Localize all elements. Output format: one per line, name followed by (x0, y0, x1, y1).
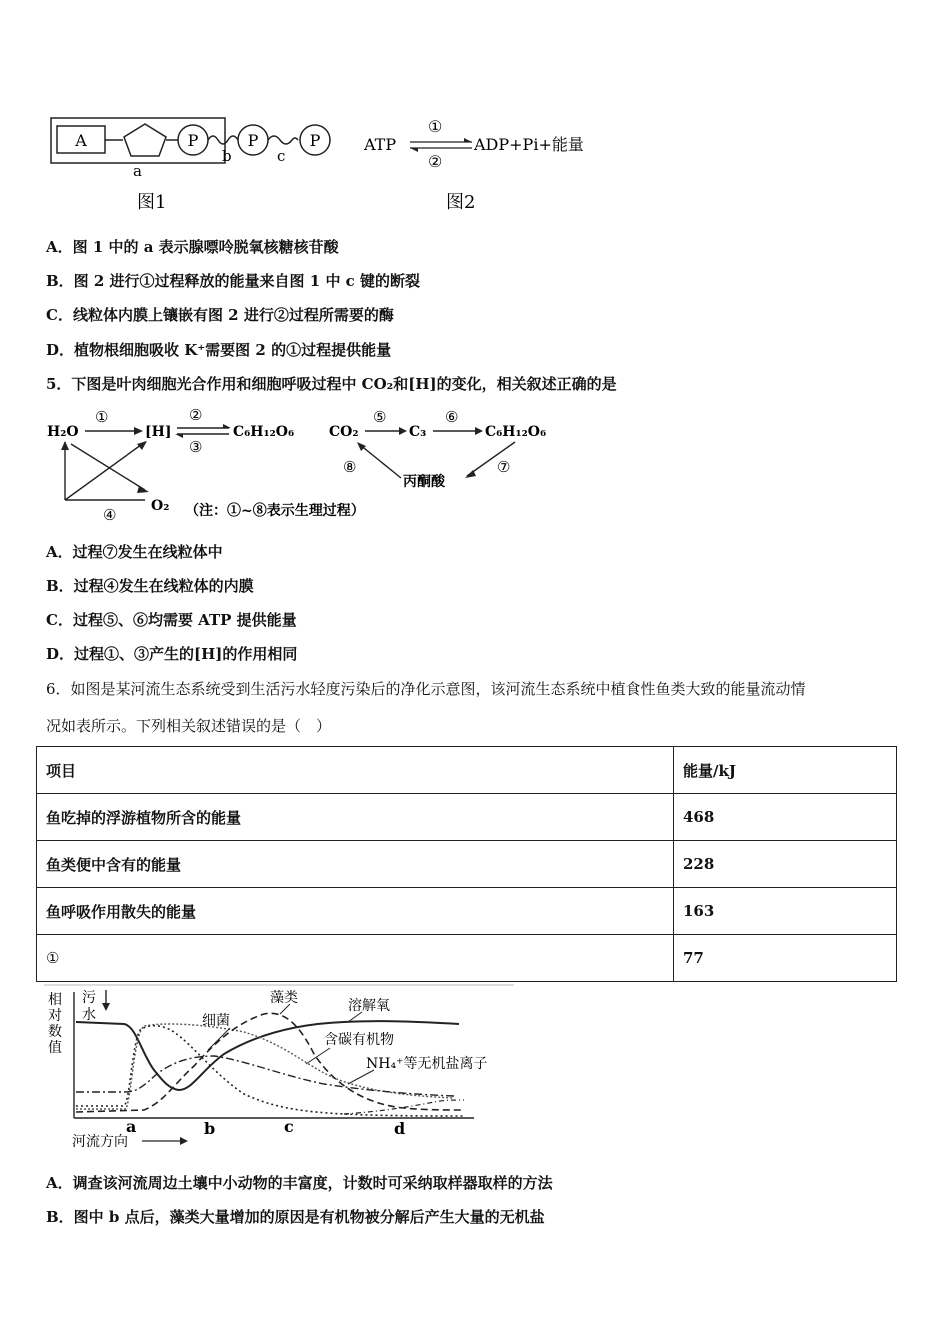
point-c-label: c (284, 1117, 294, 1136)
table-row (37, 888, 897, 935)
table-header-item: 项目 (37, 747, 674, 794)
q5-option-a[interactable]: A．过程⑦发生在线粒体中 (46, 543, 223, 561)
q6-option-a[interactable]: A．调查该河流周边土壤中小动物的丰富度，计数时可采纳取样器取样的方法 (46, 1174, 553, 1192)
table-header-row (37, 747, 897, 794)
nh4-label: NH₄⁺等无机盐离子 (366, 1056, 488, 1072)
point-b-label: b (204, 1119, 216, 1138)
ribose-pentagon (124, 124, 166, 156)
y-axis-label-char: 相 (48, 992, 62, 1008)
dissolved-oxygen-label: 溶解氧 (348, 998, 390, 1014)
table-cell-item: 鱼呼吸作用散失的能量 (37, 888, 674, 935)
nh4-pointer (348, 1070, 374, 1084)
phosphate-label-1: P (187, 131, 199, 150)
y-axis-label-char: 值 (48, 1040, 62, 1056)
q5-note: （注：①~⑧表示生理过程） (185, 503, 365, 519)
table-header-energy: 能量/kJ (674, 747, 897, 794)
x-axis-label: 河流方向 (72, 1134, 128, 1150)
q5-step-2: ② (189, 406, 203, 424)
fig1-label-c: c (277, 147, 286, 165)
table-cell-item: 鱼类便中含有的能量 (37, 841, 674, 888)
q5-step-6: ⑥ (445, 408, 459, 426)
fig1-caption: 图1 (137, 192, 167, 213)
q4-option-c[interactable]: C．线粒体内膜上镶嵌有图 2 进行②过程所需要的酶 (46, 306, 394, 324)
q5-glucose-2: C₆H₁₂O₆ (485, 424, 547, 440)
bacteria-pointer (208, 1028, 230, 1050)
energy-flow-table (36, 746, 897, 982)
q4-option-a[interactable]: A．图 1 中的 a 表示腺嘌呤脱氧核糖核苷酸 (46, 238, 339, 256)
q5-h: [H] (145, 424, 172, 440)
q5-step-1: ① (95, 408, 109, 426)
fig2-left-atp: ATP (364, 135, 397, 154)
algae-label: 藻类 (270, 990, 298, 1006)
point-d-label: d (394, 1119, 406, 1138)
table-cell-energy: 468 (674, 794, 897, 841)
table-cell-item: ① (37, 935, 674, 982)
river-purification-chart (44, 984, 520, 1154)
q5-step-8: ⑧ (343, 458, 357, 476)
fig2-right-adp: ADP+Pi+能量 (474, 135, 584, 154)
fig1-adenine-label: A (75, 131, 87, 150)
table-cell-energy: 163 (674, 888, 897, 935)
phosphate-label-3: P (309, 131, 321, 150)
phosphate-label-2: P (247, 131, 259, 150)
fig2-step-1: ① (428, 117, 443, 136)
y-axis-label-char: 数 (48, 1024, 62, 1040)
q6-option-b[interactable]: B．图中 b 点后，藻类大量增加的原因是有机物被分解后产生大量的无机盐 (46, 1208, 545, 1226)
q6-stem-line-1: 6．如图是某河流生态系统受到生活污水轻度污染后的净化示意图，该河流生态系统中植食性鱼类大致的能量流动情 (46, 680, 806, 698)
y-axis-label-char: 对 (48, 1008, 62, 1024)
bacteria-label: 细菌 (202, 1013, 230, 1029)
q5-option-b[interactable]: B．过程④发生在线粒体的内膜 (46, 577, 254, 595)
sewage-label-char: 水 (82, 1007, 96, 1023)
organic-carbon-pointer (306, 1048, 330, 1064)
sewage-label-char: 污 (82, 990, 96, 1006)
fig1-label-a: a (133, 162, 142, 180)
q5-option-c[interactable]: C．过程⑤、⑥均需要 ATP 提供能量 (46, 611, 297, 629)
table-row (37, 794, 897, 841)
q5-step-4: ④ (103, 506, 117, 524)
q5-diagram (45, 404, 565, 526)
figure-2-atp-conversion (360, 112, 600, 218)
q4-option-d[interactable]: D．植物根细胞吸收 K⁺需要图 2 的①过程提供能量 (46, 341, 392, 359)
q5-step-5: ⑤ (373, 408, 387, 426)
table-row (37, 841, 897, 888)
fig2-caption: 图2 (446, 192, 476, 213)
organic-carbon-label: 含碳有机物 (324, 1032, 394, 1048)
q6-stem-line-2: 况如表所示。下列相关叙述错误的是（ ） (46, 717, 332, 735)
q5-o2: O₂ (151, 498, 170, 514)
inorganic-tail-curve (344, 1100, 464, 1114)
q5-co2: CO₂ (329, 424, 359, 440)
q5-step-7: ⑦ (497, 458, 511, 476)
table-cell-energy: 228 (674, 841, 897, 888)
q5-c3: C₃ (409, 424, 427, 440)
fig1-label-b: b (222, 147, 232, 165)
figure-1-atp-structure (45, 112, 345, 218)
q5-pyruvate: 丙酮酸 (403, 474, 445, 490)
q5-option-d[interactable]: D．过程①、③产生的[H]的作用相同 (46, 645, 298, 663)
q5-stem: 5．下图是叶肉细胞光合作用和细胞呼吸过程中 CO₂和[H]的变化，相关叙述正确的是 (46, 375, 617, 393)
q4-option-b[interactable]: B．图 2 进行①过程释放的能量来自图 1 中 c 键的断裂 (46, 272, 421, 290)
table-cell-item: 鱼吃掉的浮游植物所含的能量 (37, 794, 674, 841)
q5-h2o: H₂O (47, 424, 79, 440)
q5-step-3: ③ (189, 438, 203, 456)
q5-glucose-1: C₆H₁₂O₆ (233, 424, 295, 440)
point-a-label: a (126, 1117, 137, 1136)
table-row (37, 935, 897, 982)
table-cell-energy: 77 (674, 935, 897, 982)
fig2-step-2: ② (428, 152, 443, 171)
